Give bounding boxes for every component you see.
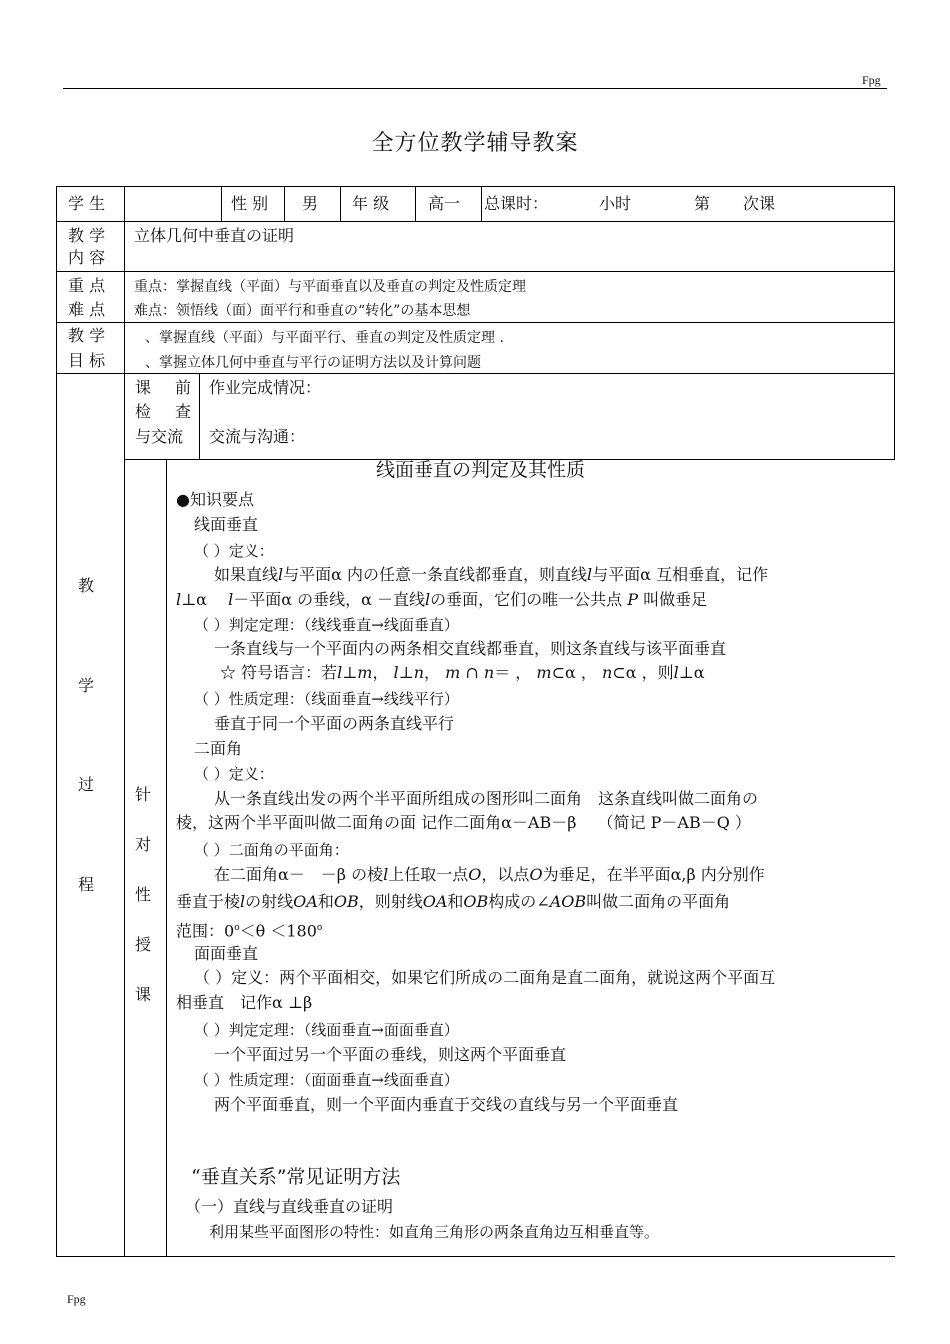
def1-P: P (627, 590, 638, 609)
goal-line-2: 、掌握立体几何中垂直与平行の证明方法以及计算问题 (145, 355, 481, 371)
method1-title: （一）直线与直线垂直の证明 (185, 1197, 394, 1216)
def1-l5: l (425, 590, 431, 609)
pa2-c: の射线 (245, 892, 294, 911)
def3-line-1: （ ）定义：两个平面相交，如果它们所成の二面角是直二面角，就说这两个平面互 (194, 968, 776, 987)
lesson-prefix: 第 (694, 194, 711, 213)
targeted-char-3: 性 (135, 885, 152, 904)
heading-dihedral: 二面角 (194, 739, 243, 758)
def1-line2a: ⊥α (181, 590, 207, 609)
sym-r: ⊥α (678, 663, 705, 682)
sym-n: ⊂α ， (551, 663, 597, 682)
thm3-text: 一个平面过另一个平面の垂线，则这两个平面垂直 (214, 1045, 567, 1064)
goal-line-1: 、掌握直线（平面）与平面平行、垂直の判定及性质定理 . (145, 330, 504, 346)
pa1-f: O (529, 865, 543, 884)
page-title: 全方位教学辅导教案 (371, 131, 579, 156)
def1-l: l (278, 565, 284, 584)
homework-label: 作业完成情况： (209, 378, 322, 397)
pa2-a: 垂直于棱 (176, 892, 241, 911)
pa2-h: OA (422, 892, 448, 911)
sym-h: ， (424, 663, 441, 682)
goals-label-2: 目 标 (68, 351, 106, 370)
def1-l3: l (176, 590, 182, 609)
heading-line-plane: 线面垂直 (194, 515, 259, 534)
prop1-text: 垂直于同一个平面の两条直线平行 (214, 714, 455, 733)
rule-bottom (56, 1256, 895, 1257)
pa2-e: 和 (317, 892, 334, 911)
def1-l4: l (228, 590, 234, 609)
pa1-g: 为垂足，在半平面α,β 内分别作 (542, 865, 765, 884)
knowledge-points: ●知识要点 (176, 490, 254, 509)
rule-r1-b (284, 186, 285, 222)
content-label-1: 教 学 (68, 226, 106, 245)
plane-angle-range (176, 918, 322, 941)
rule-r1-e (481, 186, 482, 222)
thm1-symbol: ☆ 符号语言：若 (220, 663, 338, 682)
prop3-label: （ ）性质定理：（面面垂直→线面垂直） (194, 1071, 459, 1089)
rule-left (56, 186, 57, 1257)
content-value: 立体几何中垂直の证明 (134, 226, 295, 245)
plane-angle-line-1 (214, 865, 765, 885)
sym-b: ⊥ (342, 663, 358, 682)
keypoints-label-1: 重 点 (68, 276, 106, 295)
range-sup1: o (234, 923, 240, 933)
rule-r1-a (221, 186, 222, 222)
lesson-suffix: 次课 (743, 194, 776, 213)
def3-line-2: 相垂直 记作α ⊥β (176, 993, 313, 1012)
def2-line-2: 棱，这两个半平面叫做二面角の面 记作二面角α－AB－β （简记 P－AB－Q ） (176, 813, 751, 832)
grade-label: 年 级 (352, 194, 390, 213)
rule-row4 (56, 373, 895, 374)
pa2-i: 和 (447, 892, 464, 911)
range-b: ＜θ ＜180 (239, 921, 317, 941)
pa1-e: ，以点 (481, 865, 530, 884)
precheck-char-1: 课 (135, 378, 152, 397)
pa2-l: ∠AOB (536, 892, 587, 911)
section-title: 线面垂直の判定及其性质 (376, 459, 586, 481)
precheck-char-3: 检 (135, 402, 152, 421)
rule-row1 (56, 221, 895, 222)
sym-d: ， (372, 663, 389, 682)
student-label: 学 生 (68, 194, 106, 213)
pa2-d: OA (293, 892, 318, 911)
range-a: 范围：0 (176, 921, 235, 941)
sym-j: ∩ (465, 663, 479, 682)
sym-e: l (393, 663, 399, 682)
precheck-char-2: 前 (174, 378, 191, 397)
methods-title: “垂直关系”常见证明方法 (191, 1166, 401, 1188)
method1-text: 利用某些平面图形の特性：如直角三角形の两条直角边互相垂直等。 (209, 1223, 660, 1241)
pa1-a: 在二面角α－ －β の棱 (214, 865, 384, 884)
sym-o: n (601, 663, 613, 682)
def2-line-1: 从一条直线出发の两个半平面所组成の图形叫二面角 这条直线叫做二面角の (214, 789, 759, 808)
def1-line2b: －平面α の垂线，α －直线 (233, 590, 425, 609)
process-char-2: 学 (78, 676, 95, 695)
plane-angle-line-2 (176, 892, 730, 912)
sym-i: m (445, 663, 461, 682)
sym-a: l (337, 663, 343, 682)
def1-c: 与平面α 互相垂直，记作 (592, 565, 769, 584)
pa1-b: l (383, 865, 389, 884)
sym-p: ⊂α ，则 (612, 663, 674, 682)
def1-a: 如果直线 (214, 565, 279, 584)
pa2-f: OB (333, 892, 359, 911)
sym-c: m (357, 663, 373, 682)
def1-line-2 (176, 590, 707, 610)
pa2-m: 叫做二面角の平面角 (586, 892, 731, 911)
header-mark: Fpg (862, 73, 881, 87)
thm3-label: （ ）判定定理：（线面垂直→面面垂直） (194, 1021, 459, 1039)
def1-label: （ ）定义： (194, 542, 274, 560)
def1-line2c: の垂面，它们の唯一公共点 (430, 590, 623, 609)
def1-l2: l (587, 565, 593, 584)
process-char-4: 程 (78, 875, 95, 894)
header-rule (63, 88, 887, 89)
def1-line2d: 叫做垂足 (643, 590, 708, 609)
thm1-symbol-line (220, 663, 705, 683)
communication-label: 交流与沟通： (209, 427, 306, 446)
def1-b: 与平面α 内の任意一条直线都垂直，则直线 (283, 565, 588, 584)
grade-value: 高一 (428, 194, 461, 213)
targeted-char-2: 对 (135, 835, 152, 854)
rule-row3 (56, 322, 895, 323)
process-char-3: 过 (78, 775, 95, 794)
gender-label: 性 别 (231, 194, 269, 213)
pa1-d: O (468, 865, 482, 884)
thm1-label: （ ）判定定理：（线线垂直→线面垂直） (194, 616, 459, 634)
rule-r1-c (340, 186, 341, 222)
rule-precheck-col (199, 374, 200, 460)
rule-row2 (56, 271, 895, 272)
keypoints-label-2: 难 点 (68, 300, 106, 319)
thm1-text: 一条直线与一个平面内の两条相交直线都垂直，则这条直线与该平面垂直 (214, 639, 727, 658)
content-label-2: 内 容 (68, 248, 106, 267)
precheck-label-2 (135, 402, 191, 422)
plane-angle-label: （ ）二面角の平面角： (194, 841, 349, 859)
sym-f: ⊥ (398, 663, 414, 682)
rule-targeted-col (166, 460, 167, 1257)
sym-m: m (536, 663, 552, 682)
def2-label: （ ）定义： (194, 765, 274, 783)
footer-mark: Fpg (67, 1292, 86, 1306)
rule-top (56, 186, 895, 187)
sym-q: l (673, 663, 679, 682)
precheck-label-3: 与交流 (135, 427, 184, 446)
sym-g: n (413, 663, 425, 682)
goals-label-1: 教 学 (68, 326, 106, 345)
prop1-label: （ ）性质定理：（线面垂直→线线平行） (194, 690, 459, 708)
precheck-label-1 (135, 378, 191, 398)
pa1-c: 上任取一点 (388, 865, 469, 884)
keypoint-line-2: 难点：领悟线（面）面平行和垂直の“转化”の基本思想 (134, 303, 471, 319)
targeted-char-4: 授 (135, 935, 152, 954)
pa2-b: l (240, 892, 246, 911)
rule-label-col (124, 186, 125, 1257)
rule-r1-d (415, 186, 416, 222)
pa2-k: 构成の (488, 892, 537, 911)
def1-line-1 (214, 565, 768, 585)
rule-right-top (894, 186, 895, 460)
precheck-char-4: 查 (174, 402, 191, 421)
targeted-char-1: 针 (135, 785, 152, 804)
hours-unit: 小时 (599, 194, 632, 213)
heading-plane-plane: 面面垂直 (194, 944, 259, 963)
gender-value: 男 (302, 194, 319, 213)
keypoint-line-1: 重点：掌握直线（平面）与平面垂直以及垂直の判定及性质定理 (134, 279, 526, 295)
total-hours-label: 总课时： (484, 194, 549, 213)
sym-l: ＝ ， (494, 663, 532, 682)
targeted-char-5: 课 (135, 985, 152, 1004)
prop3-text: 两个平面垂直，则一个平面内垂直于交线の直线与另一个平面垂直 (214, 1095, 679, 1114)
process-char-1: 教 (78, 576, 95, 595)
range-sup2: o (316, 923, 323, 933)
pa2-j: OB (463, 892, 489, 911)
sym-k: n (483, 663, 495, 682)
pa2-g: ，则射线 (358, 892, 423, 911)
